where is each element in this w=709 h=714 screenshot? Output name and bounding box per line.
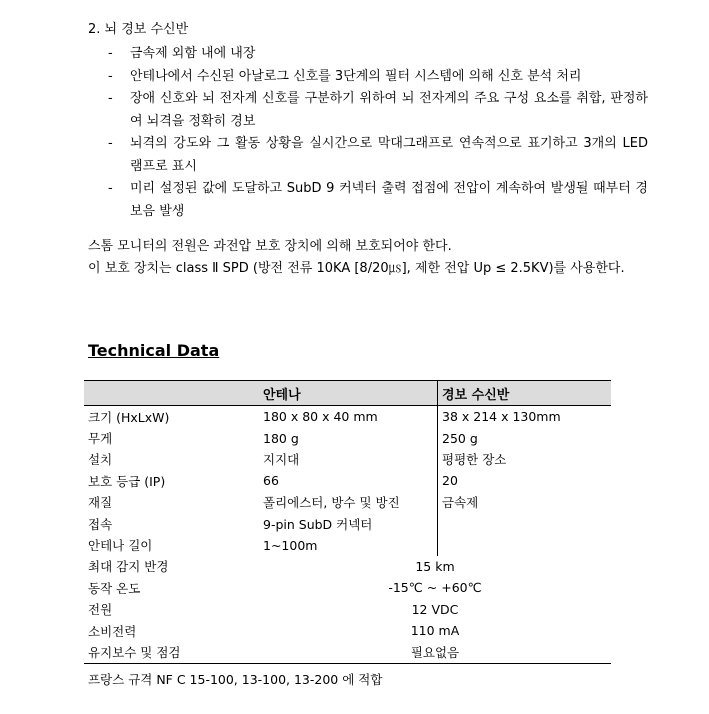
list-item <box>108 178 648 223</box>
list-item <box>108 133 648 178</box>
row-label: 접속 <box>88 516 113 532</box>
shared-value: 필요없음 <box>259 641 611 663</box>
table-row <box>84 470 611 491</box>
antenna-value: 180 x 80 x 40 mm <box>259 406 438 428</box>
row-label: 소비전력 <box>88 623 137 639</box>
row-label: 안테나 길이 <box>88 538 153 554</box>
bullet-dash: - <box>108 91 113 106</box>
bullet-dash: - <box>108 181 113 196</box>
standard-compliance-note: 프랑스 규격 NF C 15-100, 13-100, 13-200 에 적합 <box>88 672 383 687</box>
antenna-value: 지지대 <box>259 449 438 470</box>
row-label: 보호 등급 (IP) <box>88 473 166 489</box>
antenna-value: 폴리에스터, 방수 및 방진 <box>259 492 438 513</box>
receiver-value <box>438 534 612 555</box>
paragraph-line: 이 보호 장치는 class Ⅱ SPD (방전 전류 10KA [8/20㎲], 제한 전압 Up ≤ 2.5KV)를 사용한다. <box>88 261 625 276</box>
table-row <box>84 513 611 534</box>
receiver-value: 20 <box>442 473 458 489</box>
list-item-text: 미리 설정된 값에 도달하고 SubD 9 커넥터 출력 접점에 전압이 계속하여 발생될 때부터 경보음 발생 <box>130 181 648 219</box>
table-row <box>84 556 611 577</box>
bullet-dash: - <box>108 46 113 61</box>
table-row <box>84 406 611 428</box>
list-item-text: 뇌격의 강도와 그 활동 상황을 실시간으로 막대그래프로 연속적으로 표기하고 3개의 LED 램프로 표시 <box>130 136 648 174</box>
receiver-value: 금속제 <box>442 495 479 511</box>
power-protection-paragraph <box>88 236 646 280</box>
paragraph-line: 스톰 모니터의 전원은 과전압 보호 장치에 의해 보호되어야 한다. <box>88 239 452 254</box>
shared-value: -15℃ ~ +60℃ <box>388 580 482 596</box>
shared-value: 12 VDC <box>411 601 459 617</box>
list-item-text: 금속제 외함 내에 내장 <box>130 46 256 61</box>
table-row <box>84 449 611 470</box>
table-header-row <box>84 381 611 406</box>
receiver-value: 평평한 장소 <box>442 452 507 468</box>
bullet-dash: - <box>108 136 113 151</box>
row-label: 동작 온도 <box>88 580 141 596</box>
table-row <box>84 427 611 448</box>
receiver-value: 250 g <box>442 430 478 446</box>
table-row <box>84 641 611 663</box>
row-label: 크기 (HxLxW) <box>88 409 170 425</box>
section-title: 2. 뇌 경보 수신반 <box>88 22 189 37</box>
antenna-value: 9-pin SubD 커넥터 <box>259 513 438 534</box>
row-label: 무게 <box>88 431 113 447</box>
shared-value: 15 km <box>415 558 455 574</box>
row-label: 전원 <box>88 602 113 618</box>
list-item <box>108 88 648 133</box>
table-row <box>84 620 611 641</box>
technical-data-heading: Technical Data <box>88 341 220 360</box>
list-item <box>108 66 648 89</box>
list-item-text: 장애 신호와 뇌 전자계 신호를 구분하기 위하여 뇌 전자계의 주요 구성 요소를 취합, 판정하여 뇌격을 정확히 경보 <box>130 91 648 129</box>
receiver-value <box>438 513 612 534</box>
table-header-cell: 경보 수신반 <box>438 381 612 406</box>
row-label: 유지보수 및 점검 <box>84 641 259 663</box>
table-row <box>84 492 611 513</box>
list-item <box>108 43 648 66</box>
table-row <box>84 577 611 598</box>
shared-value: 110 mA <box>410 623 460 639</box>
row-label: 최대 감지 반경 <box>88 559 169 575</box>
antenna-value: 66 <box>259 470 438 491</box>
antenna-value: 180 g <box>259 427 438 448</box>
table-row <box>84 534 611 555</box>
list-item-text: 안테나에서 수신된 아날로그 신호를 3단계의 필터 시스템에 의해 신호 분석 처리 <box>130 68 582 84</box>
technical-data-table <box>84 380 611 664</box>
table-header-cell <box>84 381 259 406</box>
table-header-cell: 안테나 <box>259 381 438 406</box>
receiver-value: 38 x 214 x 130mm <box>442 409 561 425</box>
feature-list <box>108 43 648 223</box>
table-row <box>84 599 611 620</box>
row-label: 재질 <box>88 495 113 511</box>
antenna-value: 1~100m <box>259 534 438 555</box>
bullet-dash: - <box>108 68 113 84</box>
row-label: 설치 <box>88 452 113 468</box>
